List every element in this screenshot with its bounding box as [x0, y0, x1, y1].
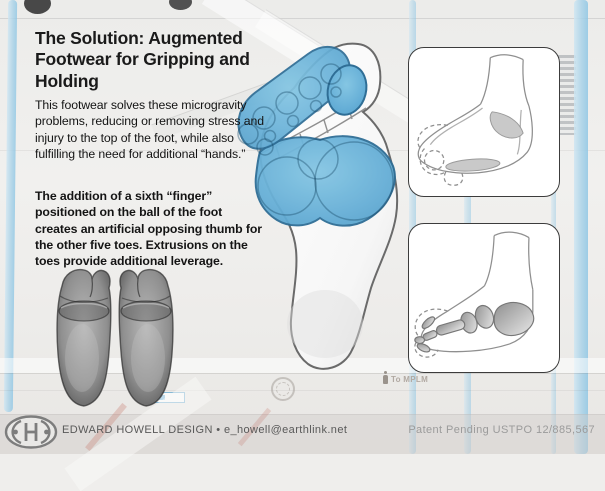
- footer-brand-text: EDWARD HOWELL DESIGN • e_howell@earthlink.net: [62, 424, 348, 436]
- background-tube: [574, 0, 588, 454]
- slide-emphasis-paragraph: The addition of a sixth “finger” positioned on the ball of the foot creates an artificial opposing thumb for the other five toes. Extrusions on the toes provide additional leverage.: [35, 189, 262, 269]
- footwear-sole-pair-render: [48, 266, 182, 414]
- foot-bones: [415, 303, 534, 354]
- slide-title: The Solution: Augmented Footwear for Gripping and Holding: [35, 28, 250, 91]
- slide-body-paragraph: This footwear solves these microgravity problems, reducing or removing stress and injury to the top of the foot, while also fulfilling the need for additional “hands.”: [35, 98, 264, 162]
- background-emblem: [271, 377, 295, 401]
- footer-patent-text: Patent Pending USTPO 12/885,567: [408, 424, 595, 436]
- person-icon: [383, 375, 388, 384]
- background-equipment: [169, 0, 192, 10]
- background-equipment: [24, 0, 51, 14]
- mplm-sign: [383, 375, 428, 384]
- shaded-pad-ankle: [490, 112, 523, 138]
- curled-toes-dashed: [418, 125, 448, 149]
- panel-foot-slipper-outline: [408, 47, 560, 197]
- panel-foot-bones: [408, 223, 560, 373]
- edward-howell-logo: [4, 413, 58, 451]
- background-tube: [4, 0, 17, 412]
- mplm-sign-text: To MPLM: [391, 375, 429, 384]
